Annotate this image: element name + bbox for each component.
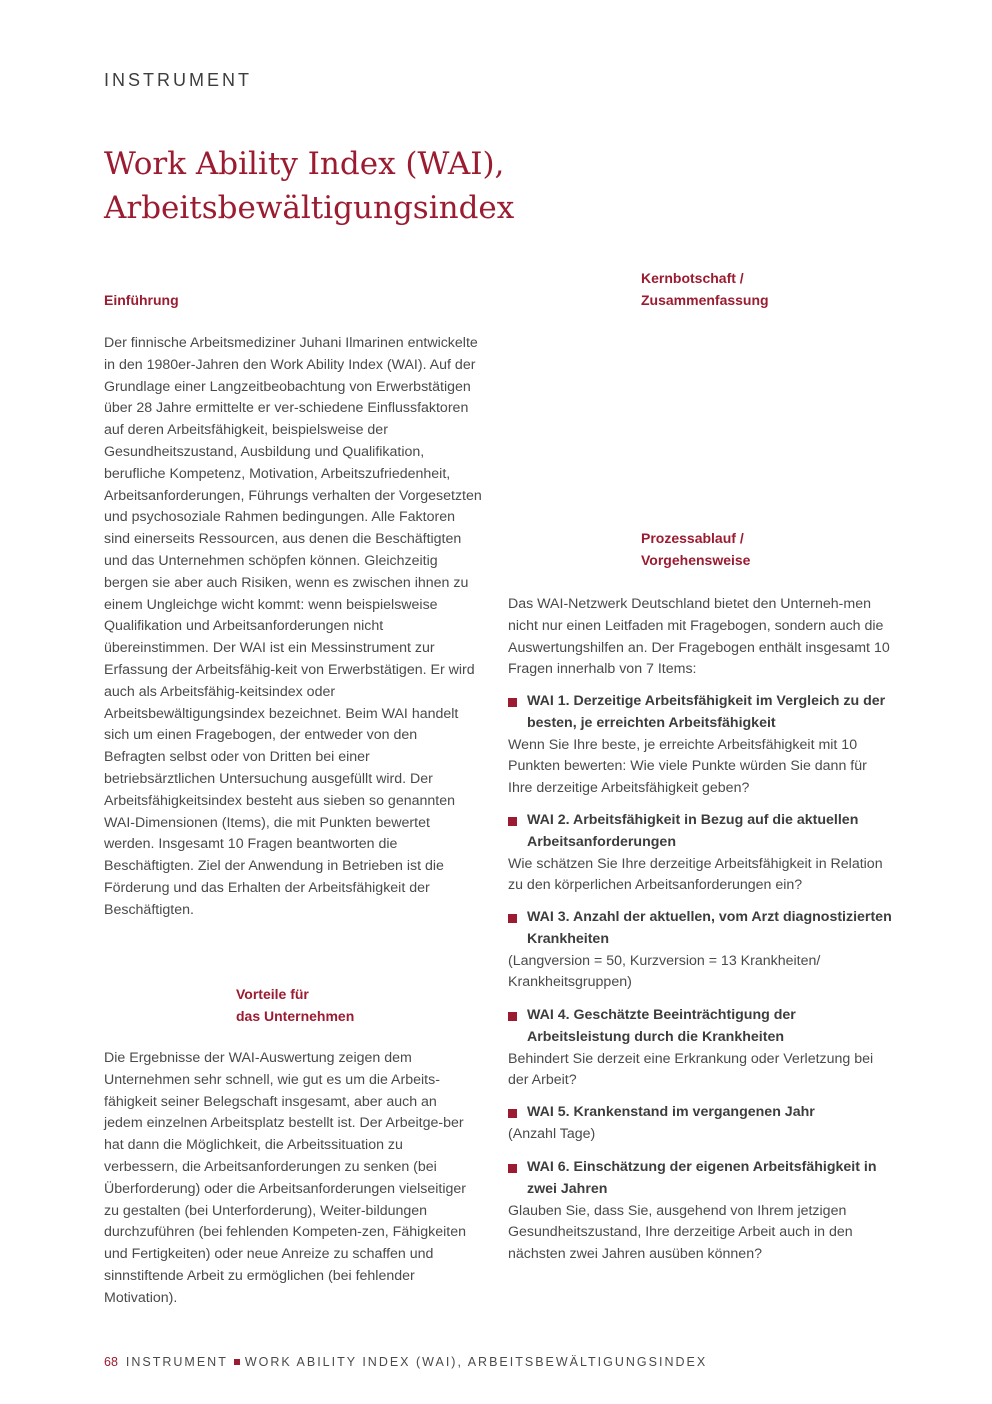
- benefits-text: Die Ergebnisse der WAI-Auswertung zeigen dem Unternehmen sehr schnell, wie gut es um die Arbeits-fähigkeit seiner Belegschaft insgesamt, aber auch an jedem einzelnen Arbeitsplatz bestellt ist. Der Arbeitge-ber hat dann die Möglichkeit, die Arbeitssituation zu verbessern, die Arbeitsanforderungen zu senken (bei Überforderung) oder die Arbeitsanforderungen vielseitiger zu gestalten (bei Unterforderung), Weiter-bildungen durchzuführen (bei fehlenden Kompeten-zen, Fähigkeiten und Fertigkeiten) oder neue Anreize zu schaffen und sinnstiftende Arbeit zu ermöglichen (bei fehlender Motivation).: [104, 1050, 467, 1306]
- wai-item-heading-text: WAI 3. Anzahl der aktuellen, vom Arzt diagnostizierten Krankheiten: [527, 909, 892, 947]
- wai-item-text: Wenn Sie Ihre beste, je erreichte Arbeitsfähigkeit mit 10 Punkten bewerten: Wie viele Punkte würden Sie dann für Ihre derzeitige Arbeitsfähigkeit geben?: [508, 736, 867, 797]
- benefits-heading-line-1: Vorteile für: [236, 986, 309, 1002]
- section-label: INSTRUMENT: [104, 70, 252, 90]
- summary-heading-line-2: Zusammenfassung: [641, 292, 769, 308]
- process-heading-line-2: Vorgehensweise: [641, 552, 751, 568]
- footer-section: INSTRUMENT: [125, 1355, 228, 1369]
- intro-heading: Einführung: [104, 292, 179, 308]
- wai-item-heading: [508, 1005, 893, 1049]
- summary-heading-line-1: Kernbotschaft /: [641, 270, 744, 286]
- square-bullet-icon: [508, 914, 517, 923]
- process-heading-line-1: Prozessablauf /: [641, 530, 744, 546]
- square-bullet-icon: [508, 817, 517, 826]
- wai-item-heading: [508, 810, 893, 854]
- wai-item-heading-text: WAI 4. Geschätzte Beeinträchtigung der Arbeitsleistung durch die Krankheiten: [527, 1007, 796, 1045]
- wai-item-text: (Langversion = 50, Kurzversion = 13 Krankheiten/ Krankheitsgruppen): [508, 952, 821, 991]
- wai-item-heading: [508, 691, 893, 735]
- square-separator-icon: [234, 1359, 240, 1365]
- wai-item-heading-text: WAI 6. Einschätzung der eigenen Arbeitsfähigkeit in zwei Jahren: [527, 1159, 877, 1197]
- wai-item-text: Behindert Sie derzeit eine Erkrankung oder Verletzung bei der Arbeit?: [508, 1050, 874, 1089]
- wai-item-text: Wie schätzen Sie Ihre derzeitige Arbeitsfähigkeit in Relation zu den körperlichen Arbeitsanforderungen ein?: [508, 855, 883, 894]
- square-bullet-icon: [508, 1164, 517, 1173]
- wai-item-heading-text: WAI 2. Arbeitsfähigkeit in Bezug auf die aktuellen Arbeitsanforderungen: [527, 812, 859, 850]
- process-heading: [641, 527, 750, 571]
- square-bullet-icon: [508, 1109, 517, 1118]
- square-bullet-icon: [508, 698, 517, 707]
- process-text: Das WAI-Netzwerk Deutschland bietet den Unterneh-men nicht nur einen Leitfaden mit Fragebogen, sondern auch die Auswertungshilfen an. Der Fragebogen enthält insgesamt 10 Fragen innerhalb von 7 Items:: [508, 596, 890, 678]
- wai-item-2: [508, 810, 893, 897]
- wai-item-heading: [508, 1102, 893, 1124]
- wai-item-4: [508, 1005, 893, 1092]
- page-title: [104, 142, 724, 230]
- wai-item-3: [508, 907, 893, 994]
- wai-item-heading: [508, 1157, 893, 1201]
- wai-item-5: [508, 1102, 893, 1146]
- benefits-heading: [236, 983, 354, 1027]
- square-bullet-icon: [508, 1012, 517, 1021]
- page-number: 68: [104, 1355, 118, 1369]
- wai-item-heading-text: WAI 1. Derzeitige Arbeitsfähigkeit im Vergleich zu der besten, je erreichten Arbeitsfähigkeit: [527, 693, 886, 731]
- wai-item-heading: [508, 907, 893, 951]
- wai-item-6: [508, 1157, 893, 1266]
- benefits-heading-line-2: das Unternehmen: [236, 1008, 355, 1024]
- wai-item-heading-text: WAI 5. Krankenstand im vergangenen Jahr: [527, 1104, 815, 1120]
- wai-item-1: [508, 691, 893, 800]
- summary-heading: [641, 267, 769, 311]
- intro-text: Der finnische Arbeitsmediziner Juhani Ilmarinen entwickelte in den 1980er-Jahren den Work Ability Index (WAI). Auf der Grundlage einer Langzeitbeobachtung von Erwerbstätigen über 28 Jahre ermittelte er ver-schiedene Einflussfaktoren auf deren Arbeitsfähigkeit, beispielsweise der Gesundheitszustand, Ausbildung und Qualifikation, berufliche Kompetenz, Motivation, Arbeitszufriedenheit, Arbeitsanforderungen, Führungs verhalten der Vorgesetzten und psychosoziale Rahmen bedingungen. Alle Faktoren sind einerseits Ressourcen, aus denen die Beschäftigten und das Unternehmen schöpfen können. Gleichzeitig bergen sie aber auch Risiken, wenn es zwischen ihnen zu einem Ungleichge wicht kommt: wenn beispielsweise Qualifikation und Arbeitsanforderungen nicht übereinstimmen. Der WAI ist ein Messinstrument zur Erfassung der Arbeitsfähig-keit von Erwerbstätigen. Er wird auch als Arbeitsfähig-keitsindex oder Arbeitsbewältigungsindex bezeichnet. Beim WAI handelt sich um einen Fragebogen, der entweder von den Befragten selbst oder von Dritten bei einer betriebsärztlichen Untersuchung ausgefüllt wird. Der Arbeitsfähigkeitsindex besteht aus sieben so genannten WAI-Dimensionen (Items), die mit Punkten bewertet werden. Insgesamt 10 Fragen beantworten die Beschäftigten. Ziel der Anwendung in Betrieben ist die Förderung und das Erhalten der Arbeitsfähigkeit der Beschäftigten.: [104, 335, 482, 918]
- title-line-2: Arbeitsbewältigungsindex: [104, 190, 515, 226]
- wai-item-text: (Anzahl Tage): [508, 1125, 596, 1142]
- title-line-1: Work Ability Index (WAI),: [104, 146, 505, 182]
- footer-title: WORK ABILITY INDEX (WAI), ARBEITSBEWÄLTIGUNGSINDEX: [244, 1355, 708, 1369]
- wai-item-text: Glauben Sie, dass Sie, ausgehend von Ihrem jetzigen Gesundheitszustand, Ihre derzeitige Arbeit auch in den nächsten zwei Jahren ausüben können?: [508, 1202, 853, 1263]
- page-footer: [104, 1355, 707, 1369]
